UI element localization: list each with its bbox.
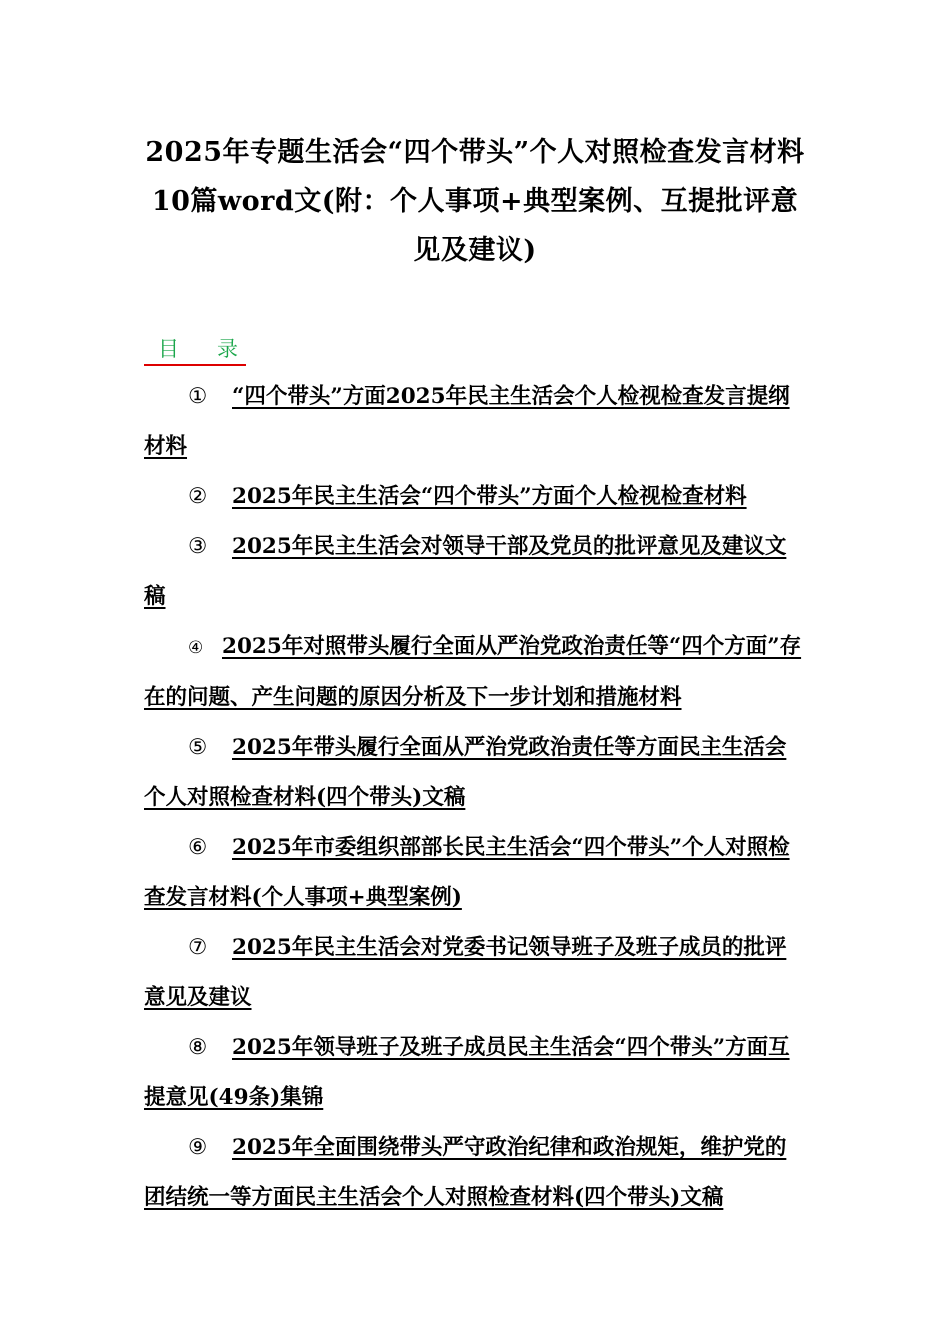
toc-item-number: ⑦	[188, 935, 208, 960]
toc-item-link[interactable]: 2025年全面围绕带头严守政治纪律和政治规矩，维护党的团结统一等方面民主生活会个人对照检查材料(四个带头)文稿	[144, 1135, 787, 1210]
toc-item-link[interactable]: “四个带头”方面2025年民主生活会个人检视检查发言提纲材料	[144, 384, 790, 459]
toc-item-number: ④	[188, 638, 204, 658]
toc-item-number: ⑥	[188, 835, 208, 860]
toc-item[interactable]	[144, 823, 804, 923]
toc-item-number: ①	[188, 384, 208, 409]
toc-item[interactable]	[144, 723, 804, 823]
toc-heading	[144, 334, 246, 366]
toc-item[interactable]	[144, 622, 804, 723]
toc-item-number: ⑤	[188, 735, 208, 760]
document-title: 2025年专题生活会“四个带头”个人对照检查发言材料10篇word文(附：个人事项+典型案例、互提批评意见及建议)	[145, 137, 805, 266]
toc-item[interactable]	[144, 372, 804, 472]
toc-item[interactable]	[144, 522, 804, 622]
toc-item[interactable]	[144, 472, 804, 522]
toc-item-link[interactable]: 2025年民主生活会“四个带头”方面个人检视检查材料	[232, 484, 747, 509]
toc-item-number: ⑨	[188, 1135, 208, 1160]
toc-item-number: ②	[188, 484, 208, 509]
toc-item[interactable]	[144, 923, 804, 1023]
toc-item-link[interactable]: 2025年市委组织部部长民主生活会“四个带头”个人对照检查发言材料(个人事项+典型案例)	[144, 835, 790, 910]
toc-item-number: ⑧	[188, 1035, 208, 1060]
toc-item[interactable]	[144, 1123, 804, 1223]
toc-heading-left: 目	[158, 337, 179, 361]
toc-item-number: ③	[188, 534, 208, 559]
table-of-contents	[144, 372, 804, 1223]
toc-item-link[interactable]: 2025年对照带头履行全面从严治党政治责任等“四个方面”存在的问题、产生问题的原因分析及下一步计划和措施材料	[144, 634, 802, 710]
toc-item[interactable]	[144, 1023, 804, 1123]
toc-item-link[interactable]: 2025年领导班子及班子成员民主生活会“四个带头”方面互提意见(49条)集锦	[144, 1035, 790, 1110]
toc-item-link[interactable]: 2025年带头履行全面从严治党政治责任等方面民主生活会个人对照检查材料(四个带头)文稿	[144, 735, 787, 810]
toc-item-link[interactable]: 2025年民主生活会对领导干部及党员的批评意见及建议文稿	[144, 534, 787, 609]
toc-heading-right: 录	[217, 337, 238, 361]
toc-item-link[interactable]: 2025年民主生活会对党委书记领导班子及班子成员的批评意见及建议	[144, 935, 787, 1010]
